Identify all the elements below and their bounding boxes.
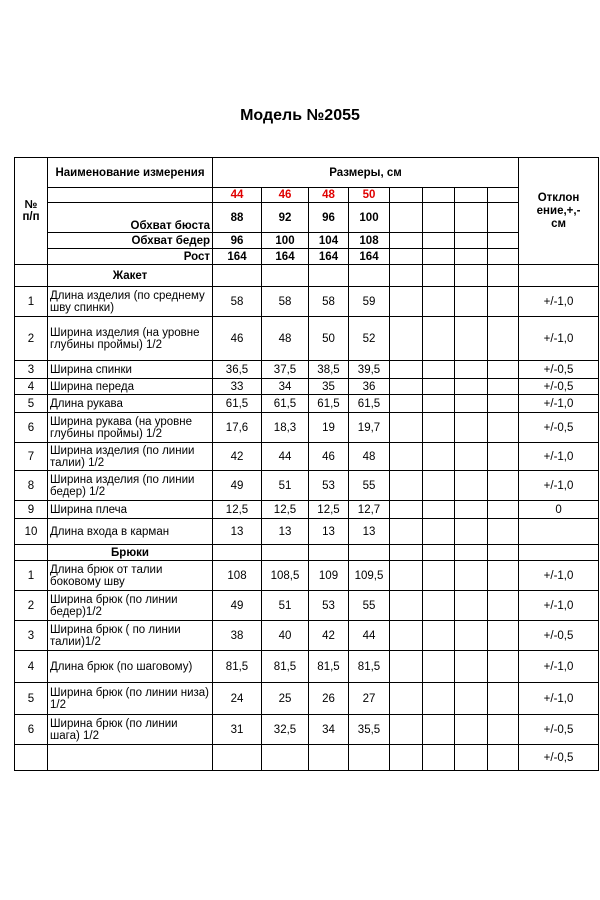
empty-cell bbox=[15, 545, 48, 561]
empty-cell bbox=[390, 188, 423, 203]
deviation-value: +/-1,0 bbox=[519, 561, 599, 591]
empty-cell bbox=[455, 188, 488, 203]
empty-cell bbox=[488, 249, 519, 265]
empty-cell bbox=[423, 317, 455, 361]
empty-cell bbox=[390, 471, 423, 501]
measurement-value: 33 bbox=[213, 379, 262, 395]
empty-cell bbox=[309, 265, 349, 287]
measurement-name: Длина брюк (по шаговому) bbox=[48, 651, 213, 683]
measurement-value: 19,7 bbox=[349, 413, 390, 443]
empty-cell bbox=[390, 249, 423, 265]
empty-cell bbox=[390, 443, 423, 471]
deviation-value: +/-0,5 bbox=[519, 621, 599, 651]
measurement-row bbox=[15, 745, 599, 771]
measurement-value: 49 bbox=[213, 471, 262, 501]
measurement-row bbox=[15, 413, 599, 443]
measurement-value: 59 bbox=[349, 287, 390, 317]
empty-cell bbox=[455, 379, 488, 395]
empty-cell bbox=[390, 591, 423, 621]
measurement-value: 34 bbox=[262, 379, 309, 395]
row-number: 1 bbox=[15, 287, 48, 317]
empty-cell bbox=[390, 651, 423, 683]
height-value: 164 bbox=[309, 249, 349, 265]
empty-cell bbox=[488, 233, 519, 249]
measurement-value bbox=[349, 745, 390, 771]
measurement-value: 46 bbox=[309, 443, 349, 471]
empty-cell bbox=[390, 501, 423, 519]
empty-cell bbox=[213, 545, 262, 561]
empty-cell bbox=[423, 249, 455, 265]
height-label: Рост bbox=[48, 249, 213, 265]
deviation-value: +/-1,0 bbox=[519, 395, 599, 413]
measurement-value: 51 bbox=[262, 471, 309, 501]
empty-cell bbox=[455, 287, 488, 317]
empty-cell bbox=[455, 471, 488, 501]
measurement-value: 24 bbox=[213, 683, 262, 715]
measurement-name: Ширина изделия (на уровне глубины проймы) 1/2 bbox=[48, 317, 213, 361]
empty-cell bbox=[488, 683, 519, 715]
empty-cell bbox=[455, 591, 488, 621]
measurement-value: 35,5 bbox=[349, 715, 390, 745]
measurement-value: 58 bbox=[262, 287, 309, 317]
empty-cell bbox=[390, 621, 423, 651]
measurement-value: 36 bbox=[349, 379, 390, 395]
measurement-value: 61,5 bbox=[309, 395, 349, 413]
measurement-value: 61,5 bbox=[213, 395, 262, 413]
empty-cell bbox=[15, 265, 48, 287]
header-row bbox=[15, 158, 599, 188]
deviation-value: +/-0,5 bbox=[519, 361, 599, 379]
measurement-value: 39,5 bbox=[349, 361, 390, 379]
measurement-value: 38 bbox=[213, 621, 262, 651]
empty-cell bbox=[423, 395, 455, 413]
measurement-row bbox=[15, 715, 599, 745]
measurement-value: 13 bbox=[349, 519, 390, 545]
measurement-name: Ширина переда bbox=[48, 379, 213, 395]
empty-cell bbox=[423, 745, 455, 771]
empty-cell bbox=[455, 413, 488, 443]
measurement-row bbox=[15, 591, 599, 621]
measurement-name: Длина рукава bbox=[48, 395, 213, 413]
empty-cell bbox=[390, 413, 423, 443]
num-header: № п/п bbox=[15, 158, 48, 265]
measurement-value: 46 bbox=[213, 317, 262, 361]
hips-row bbox=[15, 233, 599, 249]
measurement-row bbox=[15, 621, 599, 651]
empty-cell bbox=[488, 287, 519, 317]
empty-cell bbox=[423, 203, 455, 233]
measurement-value: 27 bbox=[349, 683, 390, 715]
empty-cell bbox=[488, 591, 519, 621]
measurement-value: 44 bbox=[262, 443, 309, 471]
empty-cell bbox=[423, 651, 455, 683]
empty-cell bbox=[390, 379, 423, 395]
row-number: 6 bbox=[15, 715, 48, 745]
empty-cell bbox=[455, 519, 488, 545]
measurement-value: 81,5 bbox=[213, 651, 262, 683]
measurement-row bbox=[15, 519, 599, 545]
empty-cell bbox=[488, 471, 519, 501]
hips-value: 108 bbox=[349, 233, 390, 249]
deviation-value: +/-1,0 bbox=[519, 443, 599, 471]
row-number: 5 bbox=[15, 683, 48, 715]
empty-cell bbox=[455, 715, 488, 745]
height-row bbox=[15, 249, 599, 265]
empty-cell bbox=[455, 317, 488, 361]
size-numbers-row bbox=[15, 188, 599, 203]
measurement-name: Ширина спинки bbox=[48, 361, 213, 379]
measurement-value: 12,7 bbox=[349, 501, 390, 519]
empty-cell bbox=[488, 443, 519, 471]
empty-cell bbox=[423, 379, 455, 395]
measurement-row bbox=[15, 683, 599, 715]
deviation-value: +/-1,0 bbox=[519, 287, 599, 317]
measurement-value: 81,5 bbox=[262, 651, 309, 683]
deviation-value: +/-0,5 bbox=[519, 379, 599, 395]
empty-cell bbox=[455, 265, 488, 287]
measurement-value: 109 bbox=[309, 561, 349, 591]
measurement-value: 109,5 bbox=[349, 561, 390, 591]
empty-cell bbox=[390, 715, 423, 745]
measurement-value: 108 bbox=[213, 561, 262, 591]
empty-cell bbox=[488, 188, 519, 203]
section-row-jacket bbox=[15, 265, 599, 287]
bust-value: 96 bbox=[309, 203, 349, 233]
empty-cell bbox=[390, 361, 423, 379]
height-value: 164 bbox=[213, 249, 262, 265]
section-label: Жакет bbox=[48, 265, 213, 287]
measurement-value: 50 bbox=[309, 317, 349, 361]
measurement-value: 32,5 bbox=[262, 715, 309, 745]
empty-cell bbox=[423, 188, 455, 203]
measurement-row bbox=[15, 395, 599, 413]
row-number: 10 bbox=[15, 519, 48, 545]
empty-cell bbox=[488, 379, 519, 395]
empty-cell bbox=[423, 233, 455, 249]
bust-value: 100 bbox=[349, 203, 390, 233]
measurement-row bbox=[15, 471, 599, 501]
sizes-header: Размеры, см bbox=[213, 158, 519, 188]
empty-cell bbox=[455, 233, 488, 249]
empty-cell bbox=[390, 317, 423, 361]
measurement-value: 49 bbox=[213, 591, 262, 621]
measurement-value: 53 bbox=[309, 471, 349, 501]
hips-value: 96 bbox=[213, 233, 262, 249]
empty-cell bbox=[488, 715, 519, 745]
measurement-value: 81,5 bbox=[349, 651, 390, 683]
measurement-value: 42 bbox=[213, 443, 262, 471]
measurement-value: 18,3 bbox=[262, 413, 309, 443]
empty-cell bbox=[213, 265, 262, 287]
deviation-value: +/-1,0 bbox=[519, 471, 599, 501]
empty-cell bbox=[423, 265, 455, 287]
empty-cell bbox=[455, 501, 488, 519]
empty-cell bbox=[423, 501, 455, 519]
empty-cell bbox=[455, 683, 488, 715]
measurement-value: 61,5 bbox=[262, 395, 309, 413]
measurement-value: 53 bbox=[309, 591, 349, 621]
measurement-value: 52 bbox=[349, 317, 390, 361]
empty-cell bbox=[423, 519, 455, 545]
measurement-value bbox=[213, 745, 262, 771]
empty-cell bbox=[423, 683, 455, 715]
measurement-value: 13 bbox=[309, 519, 349, 545]
measurement-name: Ширина брюк (по линии шага) 1/2 bbox=[48, 715, 213, 745]
empty-cell bbox=[390, 287, 423, 317]
measurement-value: 55 bbox=[349, 471, 390, 501]
deviation-value: 0 bbox=[519, 501, 599, 519]
empty-cell bbox=[390, 395, 423, 413]
measurement-value: 12,5 bbox=[213, 501, 262, 519]
measurement-name: Ширина брюк (по линии бедер)1/2 bbox=[48, 591, 213, 621]
deviation-value: +/-0,5 bbox=[519, 413, 599, 443]
empty-cell bbox=[423, 715, 455, 745]
empty-cell bbox=[48, 188, 213, 203]
empty-cell bbox=[262, 265, 309, 287]
empty-cell bbox=[488, 317, 519, 361]
measurement-value: 58 bbox=[213, 287, 262, 317]
measurement-name: Длина изделия (по среднему шву спинки) bbox=[48, 287, 213, 317]
empty-cell bbox=[455, 621, 488, 651]
empty-cell bbox=[349, 265, 390, 287]
size-value: 44 bbox=[213, 188, 262, 203]
measurement-value bbox=[262, 745, 309, 771]
row-number: 3 bbox=[15, 361, 48, 379]
bust-row bbox=[15, 203, 599, 233]
empty-cell bbox=[390, 545, 423, 561]
empty-cell bbox=[455, 745, 488, 771]
deviation-header: Отклон ение,+,- см bbox=[519, 158, 599, 265]
measurement-value: 13 bbox=[262, 519, 309, 545]
measurement-row bbox=[15, 361, 599, 379]
row-number: 2 bbox=[15, 591, 48, 621]
measurement-row bbox=[15, 317, 599, 361]
row-number: 2 bbox=[15, 317, 48, 361]
size-value: 46 bbox=[262, 188, 309, 203]
row-number bbox=[15, 745, 48, 771]
empty-cell bbox=[390, 745, 423, 771]
empty-cell bbox=[423, 591, 455, 621]
hips-value: 104 bbox=[309, 233, 349, 249]
measurement-value: 12,5 bbox=[309, 501, 349, 519]
empty-cell bbox=[423, 413, 455, 443]
measurement-name: Длина входа в карман bbox=[48, 519, 213, 545]
measurement-value: 108,5 bbox=[262, 561, 309, 591]
empty-cell bbox=[519, 265, 599, 287]
measurement-value: 48 bbox=[349, 443, 390, 471]
row-number: 1 bbox=[15, 561, 48, 591]
empty-cell bbox=[390, 683, 423, 715]
measurement-value: 48 bbox=[262, 317, 309, 361]
empty-cell bbox=[390, 561, 423, 591]
measurement-value: 17,6 bbox=[213, 413, 262, 443]
measurement-row bbox=[15, 443, 599, 471]
measurement-value: 36,5 bbox=[213, 361, 262, 379]
deviation-value: +/-1,0 bbox=[519, 651, 599, 683]
empty-cell bbox=[455, 203, 488, 233]
bust-value: 88 bbox=[213, 203, 262, 233]
measurement-row bbox=[15, 379, 599, 395]
hips-label: Обхват бедер bbox=[48, 233, 213, 249]
measurement-value: 51 bbox=[262, 591, 309, 621]
size-value: 50 bbox=[349, 188, 390, 203]
row-number: 5 bbox=[15, 395, 48, 413]
empty-cell bbox=[390, 203, 423, 233]
empty-cell bbox=[488, 545, 519, 561]
measurement-value: 26 bbox=[309, 683, 349, 715]
deviation-value: +/-1,0 bbox=[519, 317, 599, 361]
measurement-value: 12,5 bbox=[262, 501, 309, 519]
empty-cell bbox=[390, 519, 423, 545]
empty-cell bbox=[488, 519, 519, 545]
measurement-name: Ширина изделия (по линии талии) 1/2 bbox=[48, 443, 213, 471]
empty-cell bbox=[423, 287, 455, 317]
empty-cell bbox=[488, 621, 519, 651]
measurement-name: Ширина брюк ( по линии талии)1/2 bbox=[48, 621, 213, 651]
measurement-value: 55 bbox=[349, 591, 390, 621]
deviation-value: +/-0,5 bbox=[519, 745, 599, 771]
row-number: 4 bbox=[15, 651, 48, 683]
empty-cell bbox=[349, 545, 390, 561]
measure-header: Наименование измерения bbox=[48, 158, 213, 188]
measurement-value: 81,5 bbox=[309, 651, 349, 683]
empty-cell bbox=[423, 545, 455, 561]
empty-cell bbox=[519, 545, 599, 561]
empty-cell bbox=[390, 233, 423, 249]
bust-value: 92 bbox=[262, 203, 309, 233]
page-title: Модель №2055 bbox=[240, 107, 360, 124]
height-value: 164 bbox=[262, 249, 309, 265]
bust-label: Обхват бюста bbox=[48, 203, 213, 233]
empty-cell bbox=[488, 395, 519, 413]
measurement-value: 35 bbox=[309, 379, 349, 395]
empty-cell bbox=[488, 361, 519, 379]
measurement-value: 58 bbox=[309, 287, 349, 317]
empty-cell bbox=[488, 561, 519, 591]
empty-cell bbox=[455, 651, 488, 683]
row-number: 7 bbox=[15, 443, 48, 471]
deviation-value: +/-0,5 bbox=[519, 715, 599, 745]
measurement-value: 37,5 bbox=[262, 361, 309, 379]
empty-cell bbox=[488, 265, 519, 287]
empty-cell bbox=[309, 545, 349, 561]
empty-cell bbox=[390, 265, 423, 287]
measurement-row bbox=[15, 287, 599, 317]
height-value: 164 bbox=[349, 249, 390, 265]
deviation-value: +/-1,0 bbox=[519, 591, 599, 621]
measurement-name: Ширина изделия (по линии бедер) 1/2 bbox=[48, 471, 213, 501]
measurement-value: 42 bbox=[309, 621, 349, 651]
measurement-value bbox=[309, 745, 349, 771]
empty-cell bbox=[455, 561, 488, 591]
deviation-value bbox=[519, 519, 599, 545]
empty-cell bbox=[488, 413, 519, 443]
empty-cell bbox=[488, 203, 519, 233]
empty-cell bbox=[262, 545, 309, 561]
measurement-name: Длина брюк от талии боковому шву bbox=[48, 561, 213, 591]
measurement-name: Ширина брюк (по линии низа) 1/2 bbox=[48, 683, 213, 715]
size-value: 48 bbox=[309, 188, 349, 203]
measurement-value: 19 bbox=[309, 413, 349, 443]
row-number: 8 bbox=[15, 471, 48, 501]
empty-cell bbox=[455, 545, 488, 561]
measurement-value: 34 bbox=[309, 715, 349, 745]
measurement-value: 31 bbox=[213, 715, 262, 745]
row-number: 9 bbox=[15, 501, 48, 519]
measurement-value: 61,5 bbox=[349, 395, 390, 413]
empty-cell bbox=[488, 651, 519, 683]
size-chart-table bbox=[14, 157, 599, 771]
empty-cell bbox=[455, 249, 488, 265]
empty-cell bbox=[423, 561, 455, 591]
row-number: 4 bbox=[15, 379, 48, 395]
empty-cell bbox=[423, 443, 455, 471]
measurement-value: 25 bbox=[262, 683, 309, 715]
measurement-value: 40 bbox=[262, 621, 309, 651]
empty-cell bbox=[455, 361, 488, 379]
measurement-row bbox=[15, 501, 599, 519]
empty-cell bbox=[455, 443, 488, 471]
empty-cell bbox=[423, 361, 455, 379]
measurement-value: 44 bbox=[349, 621, 390, 651]
measurement-name: Ширина рукава (на уровне глубины проймы) 1/2 bbox=[48, 413, 213, 443]
measurement-name bbox=[48, 745, 213, 771]
empty-cell bbox=[423, 471, 455, 501]
measurement-name: Ширина плеча bbox=[48, 501, 213, 519]
measurement-row bbox=[15, 561, 599, 591]
row-number: 3 bbox=[15, 621, 48, 651]
measurement-row bbox=[15, 651, 599, 683]
empty-cell bbox=[423, 621, 455, 651]
row-number: 6 bbox=[15, 413, 48, 443]
empty-cell bbox=[455, 395, 488, 413]
measurement-value: 13 bbox=[213, 519, 262, 545]
hips-value: 100 bbox=[262, 233, 309, 249]
section-row-trousers bbox=[15, 545, 599, 561]
empty-cell bbox=[488, 745, 519, 771]
section-label: Брюки bbox=[48, 545, 213, 561]
empty-cell bbox=[488, 501, 519, 519]
deviation-value: +/-1,0 bbox=[519, 683, 599, 715]
measurement-value: 38,5 bbox=[309, 361, 349, 379]
